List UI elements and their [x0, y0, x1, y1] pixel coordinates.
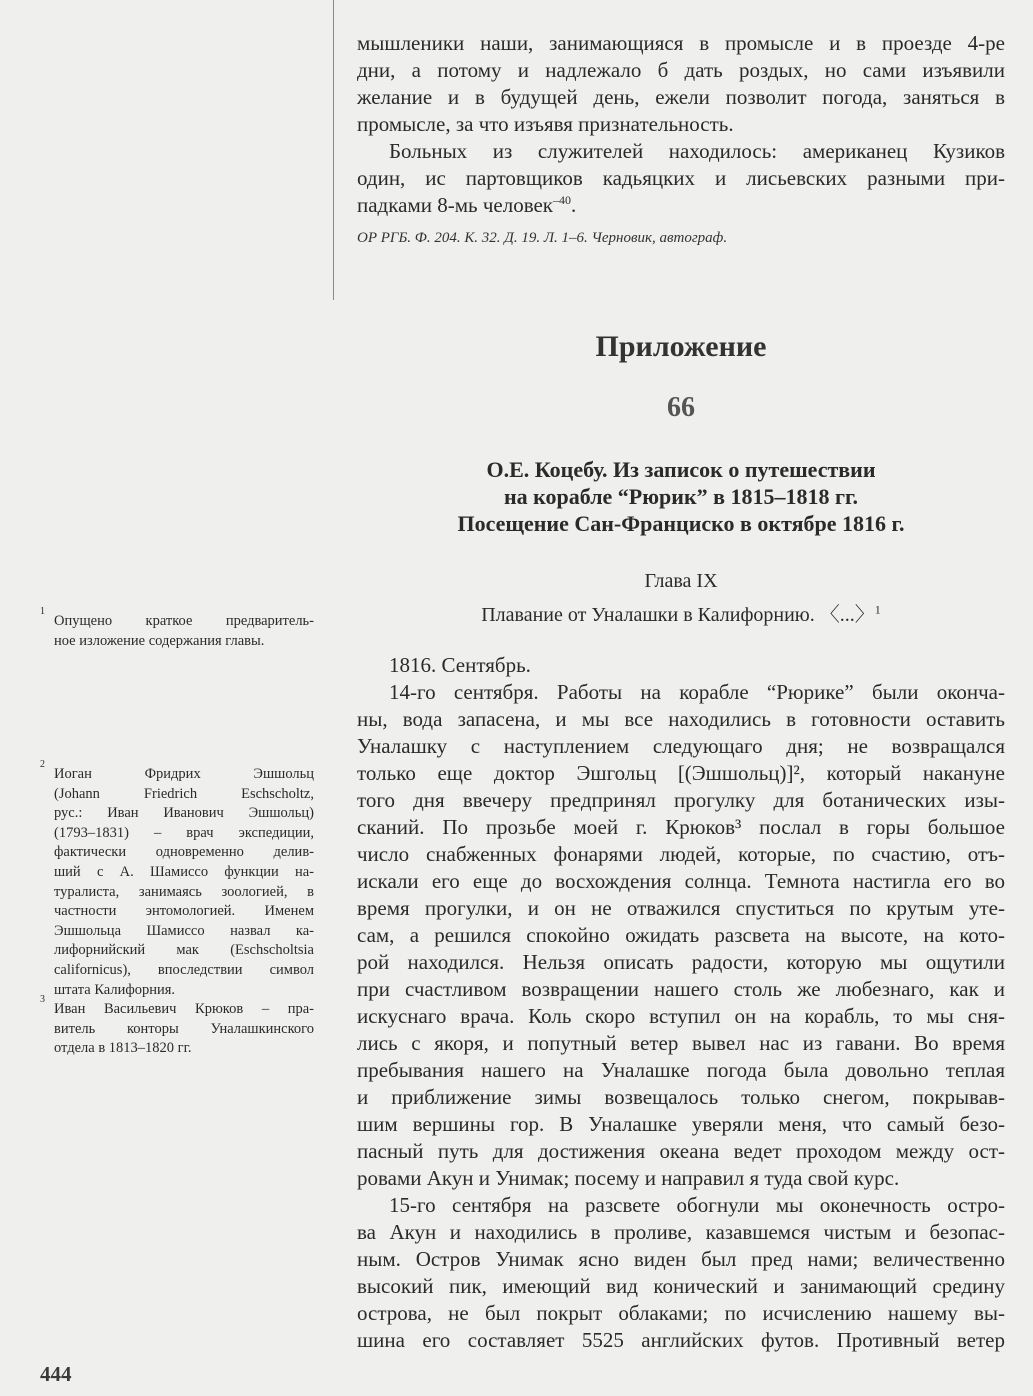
date-line: 1816. Сентябрь. — [389, 653, 531, 677]
text-line — [357, 922, 1005, 949]
appendix-title: Приложение — [595, 330, 767, 363]
text-line — [40, 922, 314, 942]
line-text: californicus), впоследствии символ — [54, 961, 314, 978]
line-text: искали его еще до восхождения солнца. Темнота настигла его во — [357, 869, 1005, 893]
line-text: ны, вода запасена, и мы все находились в готовности оставить — [357, 707, 1005, 731]
line-text: и приближение зимы возвещалось только снегом, покрывав- — [357, 1085, 1005, 1109]
chapter-label: Глава IX — [644, 570, 718, 592]
line-text: время прогулки, и он не отважился спуститься по крутым уте- — [357, 896, 1005, 920]
line-text: Опущено краткое предваритель- — [54, 613, 314, 629]
body-text — [357, 652, 1005, 1354]
line-text: пребывания нашего на Уналашке погода была довольно теплая — [357, 1058, 1005, 1082]
line-text: падками 8-мь человек — [357, 193, 554, 217]
line-text: острова, не был покрыт облаками; по исчислению нашему вы- — [357, 1301, 1005, 1325]
line-text: ным. Остров Унимак ясно виден был пред нами; величественно — [357, 1247, 1005, 1271]
text-line — [357, 1192, 1005, 1219]
footnote-1: 1 Опущено краткое предваритель- ное изложение содержания главы. — [40, 612, 314, 651]
document-number: 66 — [667, 392, 695, 423]
text-line — [40, 632, 314, 652]
text-line — [357, 1273, 1005, 1300]
text-line — [357, 1246, 1005, 1273]
source-citation: ОР РГБ. Ф. 204. К. 32. Д. 19. Л. 1–6. Черновик, автограф. — [357, 230, 728, 246]
text-line — [357, 57, 1005, 84]
text-line — [40, 883, 314, 903]
heading-line: на корабле “Рюрик” в 1815–1818 гг. — [503, 484, 859, 509]
text-line — [40, 824, 314, 844]
line-text: ное изложение содержания главы. — [54, 632, 265, 649]
text-line — [357, 1057, 1005, 1084]
line-text: дни, а потому и надлежало б дать роздых, но сами изъявили — [357, 58, 1005, 82]
line-text: рус.: Иван Иванович Эшшольц) — [54, 805, 314, 822]
text-line — [357, 1165, 1005, 1192]
line-text: пасный путь для достижения океана ведет проходом между ост- — [357, 1139, 1005, 1163]
line-text: промысле, за что изъявя признательность. — [357, 112, 734, 136]
page-number: 444 — [40, 1362, 72, 1386]
chapter-subtitle — [357, 598, 1005, 627]
text-line — [357, 1003, 1005, 1030]
text-line — [40, 941, 314, 961]
line-text: шим вершины гор. В Уналашке уверяли меня, что самый безо- — [357, 1112, 1005, 1136]
top-text — [357, 30, 1005, 219]
line-text: шина его составляет 5525 английских футов. Противный ветер — [357, 1328, 1005, 1352]
text-line — [357, 84, 1005, 111]
text-line: падками 8-мь человек$^{-40}$. — [357, 193, 577, 217]
chapter-subtitle-text: Плавание от Уналашки в Калифорнию. 〈...〉 — [481, 604, 875, 626]
text-line — [357, 895, 1005, 922]
text-line — [357, 976, 1005, 1003]
text-line — [357, 679, 1005, 706]
text-line — [40, 765, 314, 785]
line-text: лись с якоря, и попутный ветер вывел нас из гавани. Во время — [357, 1031, 1005, 1055]
text-line — [40, 961, 314, 981]
line-text: 14-го сентября. Работы на корабле “Рюрике” были оконча- — [389, 680, 1005, 704]
line-text: искуснаго врача. Коль скоро вступил он на корабль, то мы сня- — [357, 1004, 1005, 1028]
line-text: туралиста, занимаясь зоологией, в — [54, 883, 314, 900]
text-line — [357, 1300, 1005, 1327]
text-line — [357, 787, 1005, 814]
line-text: частности энтомологией. Именем — [54, 903, 314, 920]
text-line — [40, 863, 314, 883]
text-line — [357, 733, 1005, 760]
text-line — [357, 111, 1005, 138]
text-line — [357, 949, 1005, 976]
text-line — [40, 1020, 314, 1040]
text-line — [357, 868, 1005, 895]
text-line — [357, 1138, 1005, 1165]
line-text: сканий. По прозьбе моей г. Крюков³ послал в горы большое — [357, 815, 1005, 839]
text-line — [40, 981, 314, 1001]
text-line — [40, 612, 314, 632]
text-line — [357, 165, 1005, 192]
footnote-3: 3 Иван Васильевич Крюков – пра- витель конторы Уналашкинского отдела в 1813–1820 гг. — [40, 1000, 314, 1059]
footnote-ref: –40 — [553, 193, 572, 207]
line-text: рой находился. Нельзя описать радости, которую мы ощутили — [357, 950, 1005, 974]
column-divider — [333, 0, 334, 300]
text-line — [40, 1000, 314, 1020]
line-text: ровами Акун и Унимак; посему и направил я туда свой курс. — [357, 1166, 900, 1190]
text-line — [40, 902, 314, 922]
line-text: высокий пик, имеющий вид конический и занимающий средину — [357, 1274, 1005, 1298]
line-text: лифорнийский мак (Eschscholtsia — [54, 942, 314, 959]
line-text: Больных из служителей находилось: американец Кузиков — [389, 139, 1005, 163]
line-text: желание и в будущей день, ежели позволит погода, заняться в — [357, 85, 1005, 109]
text-line — [357, 841, 1005, 868]
text-line — [357, 1327, 1005, 1354]
text-line — [357, 814, 1005, 841]
line-text: ва Акун и находились в проливе, казавшемся чистым и безопас- — [357, 1220, 1005, 1244]
line-text: фактически одновременно делив- — [54, 844, 314, 861]
line-text: отдела в 1813–1820 гг. — [54, 1040, 192, 1057]
footnote-2: 2 Иоган Фридрих Эшшольц (Johann Friedrich Eschscholtz, рус.: Иван Иванович Эшшольц) (1793–1831) – врач экспедиции, фактически одновременно делив- ший с А. Шамиссо функции на- туралиста, занимаясь зоологией, в частности энтомологией. Именем Эшшольца Шамиссо назвал ка- лифорнийский мак (Eschscholtsia californicus), впоследствии символ штата Калифорния. — [40, 765, 314, 1000]
line-text: число снабженных фонарями людей, которые, по счастию, отъ- — [357, 842, 1005, 866]
line-text: ший с А. Шамиссо функции на- — [54, 863, 314, 880]
heading-line: Посещение Сан-Франциско в октябре 1816 г. — [457, 511, 905, 536]
line-text: того дня ввечеру предпринял прогулку для ботанических изы- — [357, 788, 1005, 812]
line-text: витель конторы Уналашкинского — [54, 1020, 314, 1037]
line-text: Уналашку с наступлением следующаго дня; не возвращался — [357, 734, 1005, 758]
text-line — [357, 138, 1005, 165]
line-text: (1793–1831) – врач экспедиции, — [54, 824, 314, 841]
line-text: только еще доктор Эшгольц [(Эшшольц)]², который накануне — [357, 761, 1005, 785]
text-line — [357, 1219, 1005, 1246]
line-text: сам, а решился спокойно ожидать разсвета на высоте, на кото- — [357, 923, 1005, 947]
text-line — [40, 1039, 314, 1059]
text-line — [357, 760, 1005, 787]
line-text: мышленики наши, занимающияся в промысле и в проезде 4-ре — [357, 31, 1005, 55]
footnote-ref: 1 — [874, 602, 881, 617]
line-text: Иоган Фридрих Эшшольц — [54, 766, 314, 782]
line-text: Эшшольца Шамиссо назвал ка- — [54, 922, 314, 939]
text-line — [40, 785, 314, 805]
line-text: при счастливом возвращении нашего столь же любезнаго, как и — [357, 977, 1005, 1001]
text-line — [357, 30, 1005, 57]
text-line — [40, 804, 314, 824]
line-text: 15-го сентября на разсвете обогнули мы оконечность остро- — [389, 1193, 1005, 1217]
line-text: штата Калифорния. — [54, 981, 176, 998]
heading-line: О.Е. Коцебу. Из записок о путешествии — [486, 457, 876, 482]
text-line — [357, 1111, 1005, 1138]
line-text: (Johann Friedrich Eschscholtz, — [54, 785, 314, 802]
text-line — [357, 1084, 1005, 1111]
line-text: Иван Васильевич Крюков – пра- — [54, 1001, 314, 1017]
document-heading — [357, 456, 1005, 537]
text-line — [40, 843, 314, 863]
text-line — [357, 1030, 1005, 1057]
text-line — [357, 706, 1005, 733]
line-text: один, ис партовщиков кадьяцких и лисьевских разными при- — [357, 166, 1005, 190]
